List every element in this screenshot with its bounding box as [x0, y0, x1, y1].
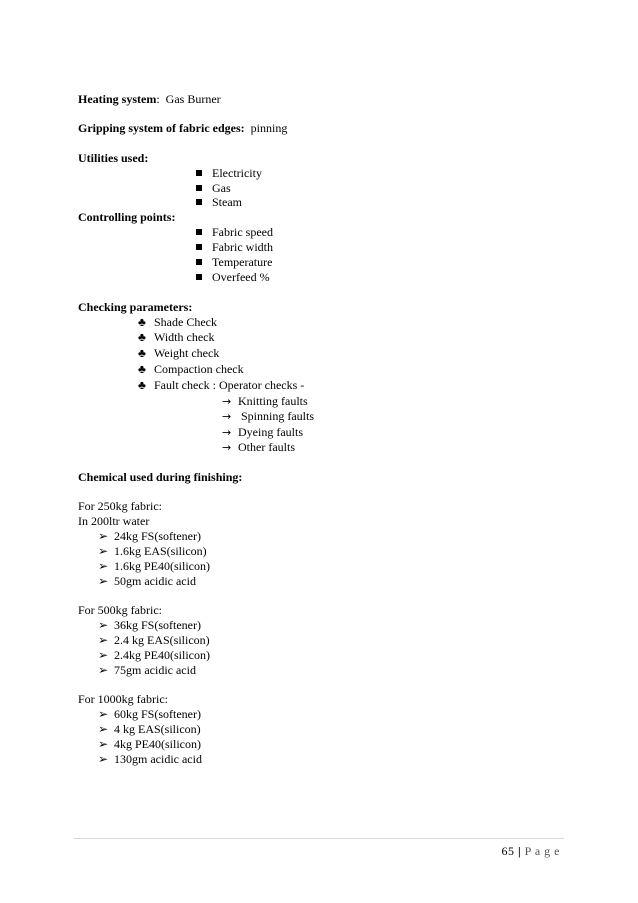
list-item: ➢ 24kg FS(softener)	[98, 529, 201, 543]
list-item: ➢ 4 kg EAS(silicon)	[98, 722, 201, 736]
arrowhead-bullet-icon: ➢	[98, 752, 109, 766]
gripping-value: pinning	[250, 121, 288, 135]
club-bullet-icon: ♣	[138, 378, 146, 392]
page-word: P a g e	[524, 844, 560, 858]
square-bullet-icon	[196, 274, 202, 280]
fault-item: → Knitting faults	[222, 394, 308, 408]
controlling-label: Controlling points:	[78, 210, 176, 224]
square-bullet-icon	[196, 199, 202, 205]
arrowhead-bullet-icon: ➢	[98, 633, 109, 647]
list-item: ➢ 50gm acidic acid	[98, 574, 196, 588]
club-bullet-icon: ♣	[138, 315, 146, 329]
arrowhead-bullet-icon: ➢	[98, 722, 109, 736]
list-item: ➢ 2.4kg PE40(silicon)	[98, 648, 210, 662]
arrowhead-bullet-icon: ➢	[98, 618, 109, 632]
list-item: ➢ 1.6kg EAS(silicon)	[98, 544, 207, 558]
square-bullet-icon	[196, 244, 202, 250]
intro-500: For 500kg fabric:	[78, 603, 162, 617]
list-item: Electricity	[196, 166, 262, 181]
arrowhead-bullet-icon: ➢	[98, 707, 109, 721]
arrowhead-bullet-icon: ➢	[98, 559, 109, 573]
square-bullet-icon	[196, 229, 202, 235]
arrow-right-icon: →	[222, 410, 232, 423]
list-item: Temperature	[196, 255, 272, 270]
club-bullet-icon: ♣	[138, 362, 146, 376]
list-item: Fabric width	[196, 240, 273, 255]
utilities-label: Utilities used:	[78, 151, 149, 165]
arrowhead-bullet-icon: ➢	[98, 529, 109, 543]
gripping-label: Gripping system of fabric edges:	[78, 121, 245, 135]
footer-separator: |	[517, 844, 522, 858]
square-bullet-icon	[196, 170, 202, 176]
footer-divider	[74, 838, 564, 839]
list-item: ➢ 75gm acidic acid	[98, 663, 196, 677]
list-item: ➢ 1.6kg PE40(silicon)	[98, 559, 210, 573]
heating-label: Heating system	[78, 92, 157, 106]
page-number: 65	[501, 844, 515, 858]
list-item: Steam	[196, 195, 242, 210]
list-item: ➢ 36kg FS(softener)	[98, 618, 201, 632]
arrowhead-bullet-icon: ➢	[98, 648, 109, 662]
page-footer	[501, 844, 560, 859]
chemical-label: Chemical used during finishing:	[78, 470, 243, 484]
fault-item: → Dyeing faults	[222, 425, 303, 439]
arrow-right-icon: →	[222, 441, 232, 454]
heating-value: Gas Burner	[165, 92, 221, 106]
arrow-right-icon: →	[222, 395, 232, 408]
list-item: Overfeed %	[196, 270, 270, 285]
arrowhead-bullet-icon: ➢	[98, 737, 109, 751]
list-item: ➢ 2.4 kg EAS(silicon)	[98, 633, 210, 647]
club-bullet-icon: ♣	[138, 330, 146, 344]
list-item: Fabric speed	[196, 225, 273, 240]
list-item: ➢ 130gm acidic acid	[98, 752, 202, 766]
gripping-line	[78, 121, 287, 136]
list-item: Gas	[196, 181, 231, 196]
checking-label: Checking parameters:	[78, 300, 193, 314]
list-item: ➢ 60kg FS(softener)	[98, 707, 201, 721]
arrow-right-icon: →	[222, 426, 232, 439]
arrowhead-bullet-icon: ➢	[98, 663, 109, 677]
intro-250: For 250kg fabric:	[78, 499, 162, 513]
list-item: ♣ Compaction check	[138, 362, 244, 376]
fault-item: → Spinning faults	[222, 409, 315, 423]
arrowhead-bullet-icon: ➢	[98, 544, 109, 558]
list-item: ♣ Width check	[138, 330, 215, 344]
square-bullet-icon	[196, 185, 202, 191]
club-bullet-icon: ♣	[138, 346, 146, 360]
square-bullet-icon	[196, 259, 202, 265]
list-item: ➢ 4kg PE40(silicon)	[98, 737, 201, 751]
list-item: ♣ Weight check	[138, 346, 220, 360]
list-item: ♣ Shade Check	[138, 315, 217, 329]
fault-item: → Other faults	[222, 440, 295, 454]
list-item: ♣ Fault check : Operator checks -	[138, 378, 305, 392]
arrowhead-bullet-icon: ➢	[98, 574, 109, 588]
water-line: In 200ltr water	[78, 514, 150, 528]
heating-line: Heating system: Gas Burner	[78, 92, 221, 106]
intro-1000: For 1000kg fabric:	[78, 692, 168, 706]
